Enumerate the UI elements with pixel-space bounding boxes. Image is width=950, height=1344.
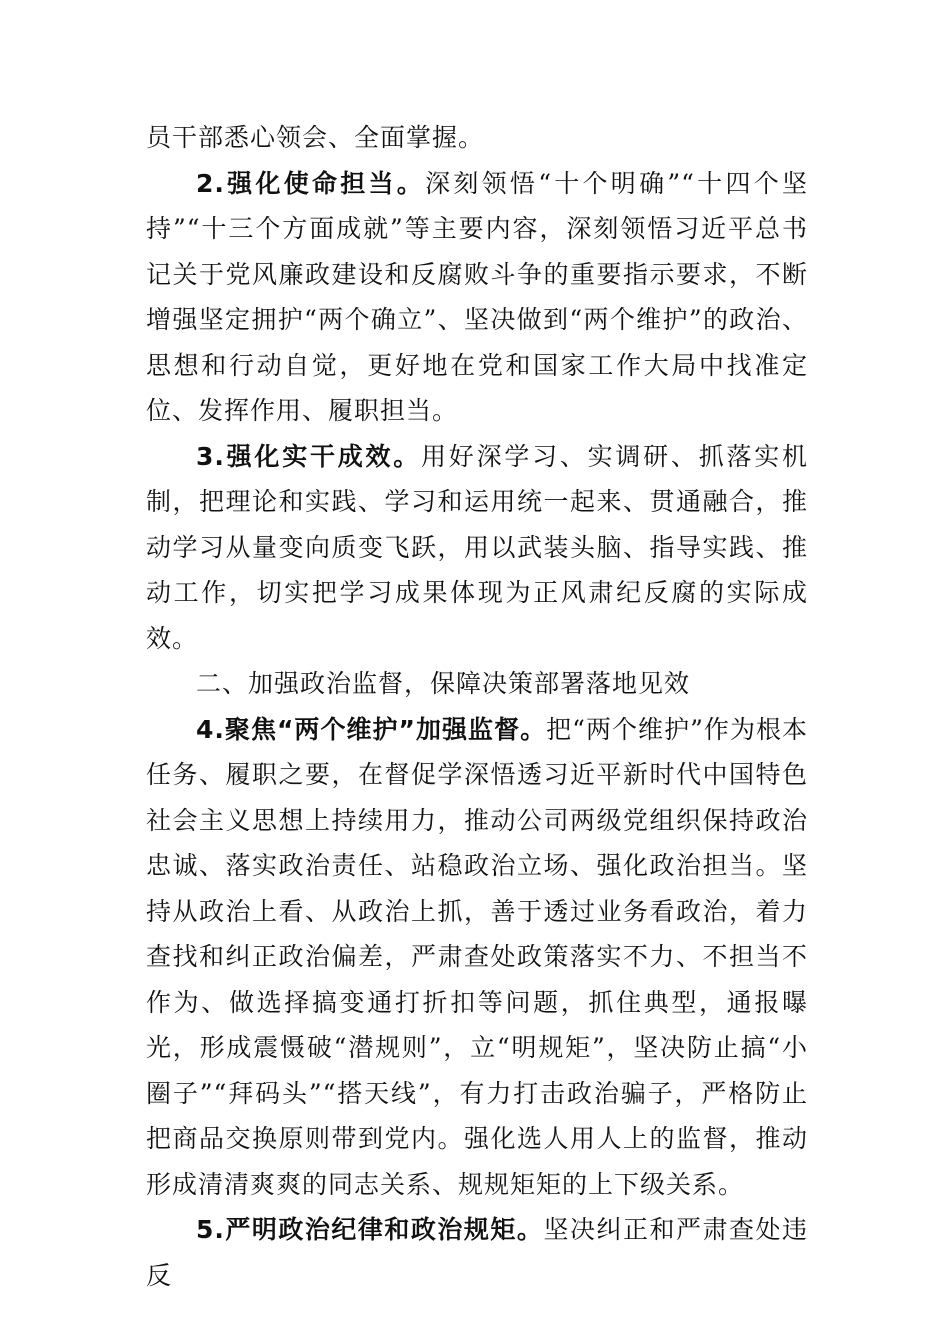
paragraph-lead: 4.聚焦“两个维护”加强监督。	[196, 714, 547, 744]
paragraph-continuation	[146, 115, 808, 161]
paragraph-body: 坚决纠正和严肃查处违反	[146, 1215, 808, 1290]
document-page	[146, 115, 808, 1298]
paragraph-body: 把“两个维护”作为根本任务、履职之要，在督促学深悟透习近平新时代中国特色社会主义思想上持续用力，推动公司两级党组织保持政治忠诚、落实政治责任、站稳政治立场、强化政治担当。坚持从政治上看、从政治上抓，善于透过业务看政治，着力查找和纠正政治偏差，严肃查处政策落实不力、不担当不作为、做选择搞变通打折扣等问题，抓住典型，通报曝光，形成震慑破“潜规则”，立“明规矩”，坚决防止搞“小圈子”“拜码头”“搭天线”，有力打击政治骗子，严格防止把商品交换原则带到党内。强化选人用人上的监督，推动形成清清爽爽的同志关系、规规矩矩的上下级关系。	[146, 714, 808, 1199]
paragraph-lead: 2.强化使命担当。	[196, 168, 426, 198]
paragraph-lead: 5.严明政治纪律和政治规矩。	[196, 1215, 544, 1244]
paragraph-item-5	[146, 1207, 808, 1298]
paragraph-body: 员干部悉心领会、全面掌握。	[146, 123, 485, 152]
section-heading-text: 二、加强政治监督，保障决策部署落地见效	[196, 669, 691, 698]
paragraph-item-2	[146, 161, 808, 434]
paragraph-lead: 3.强化实干成效。	[196, 441, 422, 471]
paragraph-body: 深刻领悟“十个明确”“十四个坚持”“十三个方面成就”等主要内容，深刻领悟习近平总书记关于党风廉政建设和反腐败斗争的重要指示要求，不断增强坚定拥护“两个确立”、坚决做到“两个维护”的政治、思想和行动自觉，更好地在党和国家工作大局中找准定位、发挥作用、履职担当。	[146, 168, 808, 425]
paragraph-item-4	[146, 707, 808, 1208]
paragraph-body: 用好深学习、实调研、抓落实机制，把理论和实践、学习和运用统一起来、贯通融合，推动学习从量变向质变飞跃，用以武装头脑、指导实践、推动工作，切实把学习成果体现为正风肃纪反腐的实际成效。	[146, 441, 808, 653]
section-heading	[146, 661, 808, 707]
paragraph-item-3	[146, 434, 808, 662]
